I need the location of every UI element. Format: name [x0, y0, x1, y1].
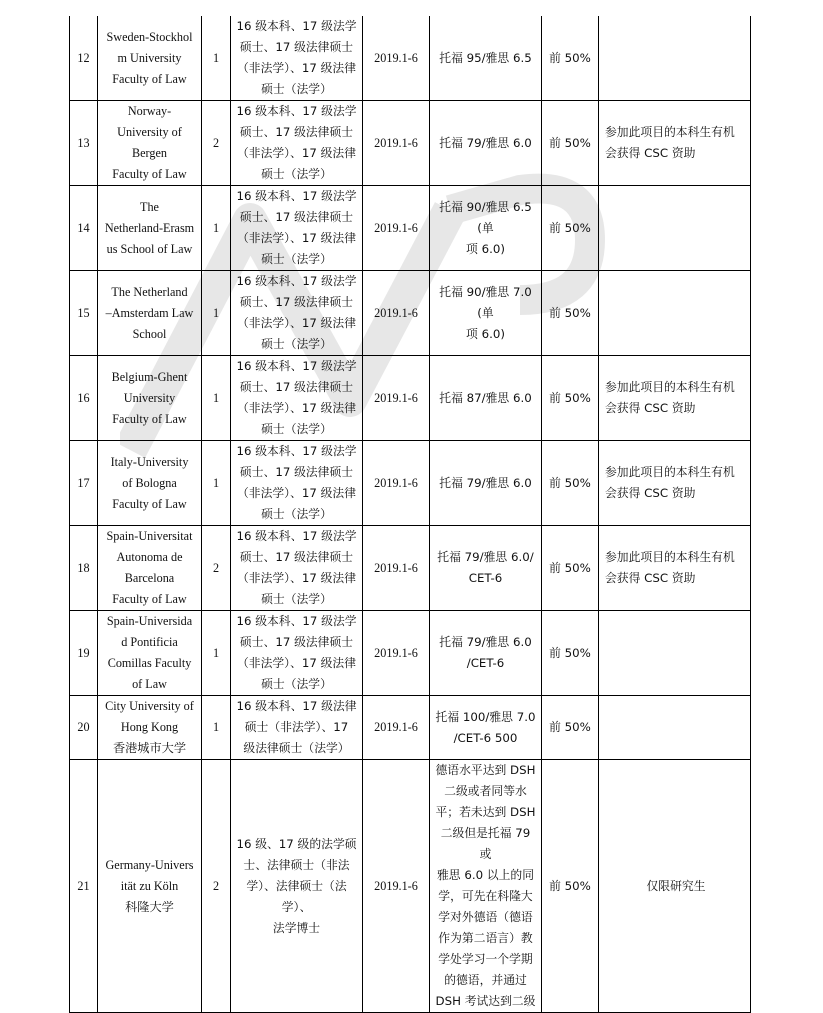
university-cell-line: Sweden-Stockhol	[106, 29, 193, 44]
language-requirement-cell	[430, 356, 542, 441]
note-cell	[599, 526, 751, 611]
university-cell-line: Barcelona	[124, 571, 175, 585]
rank-requirement-cell: 前 50%	[542, 696, 599, 760]
eligible-students-cell-line: 硕士（法学）	[261, 82, 332, 96]
language-requirement-cell-line: 项 6.0)	[466, 326, 505, 341]
eligible-students-cell-line: 硕士（法学）	[261, 252, 332, 266]
language-requirement-cell	[430, 696, 542, 760]
university-cell-line: Faculty of Law	[112, 71, 187, 86]
table-row	[70, 271, 751, 356]
period-cell: 2019.1-6	[363, 271, 430, 356]
eligible-students-cell-line: 硕士、17 级法律硕士	[239, 465, 354, 479]
eligible-students-cell-line: （非法学）、17 级法律	[236, 61, 357, 75]
note-cell-line: 参加此项目的本科生有机	[605, 465, 735, 479]
university-cell-line: Autonoma de	[116, 550, 183, 564]
exchange-program-table	[69, 16, 751, 1013]
note-cell	[599, 611, 751, 696]
row-number-cell: 13	[70, 101, 98, 186]
university-cell-line: Spain-Universida	[106, 614, 193, 628]
eligible-students-cell	[231, 696, 363, 760]
quota-cell: 1	[202, 186, 231, 271]
period-cell: 2019.1-6	[363, 186, 430, 271]
university-cell	[98, 271, 202, 356]
table-row	[70, 186, 751, 271]
eligible-students-cell-line: （非法学）、17 级法律	[236, 146, 357, 160]
table-row	[70, 696, 751, 760]
eligible-students-cell-line: 士、法律硕士（非法	[243, 857, 350, 872]
quota-cell: 2	[202, 760, 231, 1013]
university-cell-line: us School of Law	[106, 241, 193, 256]
university-cell-line: Belgium-Ghent	[111, 369, 188, 384]
eligible-students-cell-line: 16 级本科、17 级法学	[236, 359, 357, 373]
university-cell-line: m University	[117, 50, 182, 65]
language-requirement-cell	[430, 271, 542, 356]
eligible-students-cell-line: 硕士、17 级法律硕士	[239, 125, 354, 139]
university-cell-line: University of	[117, 125, 182, 139]
rank-requirement-cell: 前 50%	[542, 271, 599, 356]
eligible-students-cell-line: 16 级本科、17 级法学	[236, 529, 357, 543]
row-number-cell: 19	[70, 611, 98, 696]
eligible-students-cell-line: 硕士、17 级法律硕士	[239, 210, 354, 224]
language-requirement-cell-line: 二级但是托福 79 或	[440, 826, 531, 861]
eligible-students-cell-line: （非法学）、17 级法律	[236, 571, 357, 585]
table-row	[70, 611, 751, 696]
eligible-students-cell-line: 硕士、17 级法律硕士	[239, 295, 354, 309]
university-cell-line: Norway-	[127, 104, 172, 118]
university-cell	[98, 760, 202, 1013]
language-requirement-cell-line: 二级或者同等水	[444, 784, 527, 798]
eligible-students-cell-line: （非法学）、17 级法律	[236, 486, 357, 500]
university-cell-line: 香港城市大学	[112, 741, 187, 755]
language-requirement-cell-line: 学对外德语（德语	[438, 910, 533, 924]
university-cell-line: University	[123, 390, 176, 405]
period-cell: 2019.1-6	[363, 760, 430, 1013]
quota-cell: 1	[202, 16, 231, 101]
eligible-students-cell-line: （非法学）、17 级法律	[236, 656, 357, 670]
eligible-students-cell-line: 硕士（法学）	[261, 167, 332, 181]
quota-cell: 2	[202, 101, 231, 186]
eligible-students-cell	[231, 186, 363, 271]
eligible-students-cell	[231, 526, 363, 611]
eligible-students-cell-line: 16 级本科、17 级法律	[236, 699, 357, 713]
university-cell-line: School	[132, 326, 167, 341]
university-cell	[98, 16, 202, 101]
university-cell-line: Spain-Universitat	[106, 529, 193, 543]
quota-cell: 1	[202, 611, 231, 696]
eligible-students-cell-line: 硕士（法学）	[261, 422, 332, 436]
period-cell: 2019.1-6	[363, 356, 430, 441]
language-requirement-cell-line: 托福 100/雅思 7.0	[435, 709, 536, 724]
eligible-students-cell-line: 16 级本科、17 级法学	[236, 189, 357, 203]
quota-cell: 1	[202, 441, 231, 526]
eligible-students-cell-line: 硕士、17 级法律硕士	[239, 380, 354, 394]
language-requirement-cell-line: 的德语，并通过	[444, 973, 527, 987]
eligible-students-cell-line: 法学博士	[272, 920, 321, 935]
rank-requirement-cell: 前 50%	[542, 526, 599, 611]
table-row	[70, 16, 751, 101]
eligible-students-cell-line: 学）、法律硕士（法学）、	[246, 878, 347, 914]
language-requirement-cell	[430, 760, 542, 1013]
language-requirement-cell-line: 托福 79/雅思 6.0	[439, 635, 532, 649]
note-cell	[599, 271, 751, 356]
language-requirement-cell-line: 德语水平达到 DSH	[435, 763, 536, 777]
row-number-cell: 12	[70, 16, 98, 101]
table-row	[70, 356, 751, 441]
note-cell	[599, 186, 751, 271]
eligible-students-cell	[231, 16, 363, 101]
eligible-students-cell-line: （非法学）、17 级法律	[236, 316, 357, 330]
row-number-cell: 18	[70, 526, 98, 611]
note-cell	[599, 101, 751, 186]
university-cell-line: of Bologna	[122, 475, 177, 490]
language-requirement-cell-line: 托福 79/雅思 6.0	[439, 135, 532, 150]
university-cell	[98, 696, 202, 760]
note-cell	[599, 16, 751, 101]
note-cell-line: 会获得 CSC 资助	[605, 401, 696, 415]
university-cell-line: Faculty of Law	[112, 592, 187, 606]
language-requirement-cell-line: CET-6	[468, 571, 503, 585]
row-number-cell: 20	[70, 696, 98, 760]
eligible-students-cell-line: 硕士（法学）	[261, 677, 332, 691]
eligible-students-cell	[231, 611, 363, 696]
language-requirement-cell-line: 作为第二语言）教	[438, 931, 533, 945]
period-cell: 2019.1-6	[363, 441, 430, 526]
eligible-students-cell	[231, 271, 363, 356]
period-cell: 2019.1-6	[363, 696, 430, 760]
eligible-students-cell-line: 16 级本科、17 级法学	[236, 104, 357, 118]
university-cell-line: Comillas Faculty	[107, 656, 192, 670]
eligible-students-cell-line: 硕士、17 级法律硕士	[239, 635, 354, 649]
university-cell	[98, 441, 202, 526]
eligible-students-cell	[231, 760, 363, 1013]
quota-cell: 1	[202, 271, 231, 356]
rank-requirement-cell: 前 50%	[542, 441, 599, 526]
period-cell: 2019.1-6	[363, 526, 430, 611]
eligible-students-cell	[231, 101, 363, 186]
table-row	[70, 760, 751, 1013]
university-cell-line: Faculty of Law	[112, 411, 187, 426]
eligible-students-cell-line: （非法学）、17 级法律	[236, 401, 357, 415]
note-cell-line: 参加此项目的本科生有机	[605, 380, 735, 394]
rank-requirement-cell: 前 50%	[542, 16, 599, 101]
note-cell	[599, 696, 751, 760]
eligible-students-cell-line: 硕士（法学）	[261, 337, 332, 351]
language-requirement-cell	[430, 186, 542, 271]
university-cell-line: Faculty of Law	[112, 496, 187, 511]
language-requirement-cell-line: 托福 79/雅思 6.0/	[437, 550, 534, 564]
eligible-students-cell-line: 16 级本科、17 级法学	[236, 274, 357, 288]
note-cell	[599, 760, 751, 1013]
language-requirement-cell-line: 学处学习一个学期	[438, 952, 533, 966]
rank-requirement-cell: 前 50%	[542, 186, 599, 271]
language-requirement-cell-line: DSH 考试达到二级	[435, 994, 536, 1008]
row-number-cell: 16	[70, 356, 98, 441]
table-row	[70, 101, 751, 186]
university-cell-line: d Pontificia	[121, 635, 178, 649]
university-cell-line: of Law	[132, 677, 167, 691]
note-cell	[599, 356, 751, 441]
language-requirement-cell-line: 托福 95/雅思 6.5	[439, 50, 532, 65]
language-requirement-cell-line: 项 6.0)	[466, 241, 505, 256]
note-cell-line: 参加此项目的本科生有机	[605, 125, 735, 139]
language-requirement-cell-line: 托福 87/雅思 6.0	[439, 390, 532, 405]
university-cell-line: Germany-Univers	[105, 857, 194, 872]
university-cell-line: City University of	[105, 699, 194, 713]
language-requirement-cell-line: 雅思 6.0 以上的同	[436, 868, 535, 882]
quota-cell: 1	[202, 696, 231, 760]
eligible-students-cell-line: （非法学）、17 级法律	[236, 231, 357, 245]
eligible-students-cell-line: 硕士（法学）	[261, 507, 332, 521]
eligible-students-cell-line: 级法律硕士（法学）	[243, 741, 350, 755]
language-requirement-cell-line: 托福 90/雅思 6.5(单	[439, 199, 532, 235]
note-cell-line: 会获得 CSC 资助	[605, 146, 696, 160]
eligible-students-cell-line: 16 级本科、17 级法学	[236, 444, 357, 458]
note-cell-line: 仅限研究生	[646, 878, 706, 893]
row-number-cell: 14	[70, 186, 98, 271]
language-requirement-cell	[430, 611, 542, 696]
quota-cell: 1	[202, 356, 231, 441]
university-cell-line: –Amsterdam Law	[105, 305, 194, 320]
university-cell-line: Hong Kong	[120, 720, 179, 734]
rank-requirement-cell: 前 50%	[542, 760, 599, 1013]
university-cell-line: ität zu Köln	[120, 878, 179, 893]
university-cell	[98, 526, 202, 611]
period-cell: 2019.1-6	[363, 611, 430, 696]
table-row	[70, 441, 751, 526]
university-cell	[98, 186, 202, 271]
note-cell-line: 参加此项目的本科生有机	[605, 550, 735, 564]
period-cell: 2019.1-6	[363, 16, 430, 101]
university-cell	[98, 356, 202, 441]
note-cell-line: 会获得 CSC 资助	[605, 486, 696, 500]
university-cell-line: 科隆大学	[125, 899, 174, 914]
language-requirement-cell-line: /CET-6 500	[453, 730, 518, 745]
eligible-students-cell-line: 16 级本科、17 级法学	[236, 19, 357, 33]
eligible-students-cell-line: 16 级、17 级的法学硕	[236, 836, 357, 851]
row-number-cell: 21	[70, 760, 98, 1013]
eligible-students-cell-line: 硕士、17 级法律硕士	[239, 550, 354, 564]
university-cell	[98, 101, 202, 186]
language-requirement-cell	[430, 526, 542, 611]
rank-requirement-cell: 前 50%	[542, 611, 599, 696]
note-cell-line: 会获得 CSC 资助	[605, 571, 696, 585]
row-number-cell: 17	[70, 441, 98, 526]
university-cell-line: Netherland-Erasm	[104, 220, 195, 235]
language-requirement-cell	[430, 101, 542, 186]
rank-requirement-cell: 前 50%	[542, 101, 599, 186]
eligible-students-cell-line: 16 级本科、17 级法学	[236, 614, 357, 628]
language-requirement-cell-line: /CET-6	[466, 656, 505, 670]
university-cell-line: The	[140, 199, 159, 214]
university-cell-line: The Netherland	[111, 284, 188, 299]
university-cell-line: Faculty of Law	[112, 167, 187, 181]
language-requirement-cell-line: 托福 90/雅思 7.0(单	[439, 284, 532, 320]
period-cell: 2019.1-6	[363, 101, 430, 186]
language-requirement-cell	[430, 441, 542, 526]
eligible-students-cell	[231, 356, 363, 441]
eligible-students-cell	[231, 441, 363, 526]
language-requirement-cell-line: 托福 79/雅思 6.0	[439, 475, 532, 490]
university-cell	[98, 611, 202, 696]
language-requirement-cell-line: 学，可先在科隆大	[438, 889, 533, 903]
eligible-students-cell-line: 硕士（非法学）、17	[244, 720, 349, 734]
quota-cell: 2	[202, 526, 231, 611]
rank-requirement-cell: 前 50%	[542, 356, 599, 441]
language-requirement-cell	[430, 16, 542, 101]
university-cell-line: Bergen	[132, 146, 167, 160]
table-row	[70, 526, 751, 611]
language-requirement-cell-line: 平；若未达到 DSH	[435, 805, 536, 819]
university-cell-line: Italy-University	[110, 454, 189, 469]
eligible-students-cell-line: 硕士、17 级法律硕士	[239, 40, 354, 54]
note-cell	[599, 441, 751, 526]
eligible-students-cell-line: 硕士（法学）	[261, 592, 332, 606]
row-number-cell: 15	[70, 271, 98, 356]
